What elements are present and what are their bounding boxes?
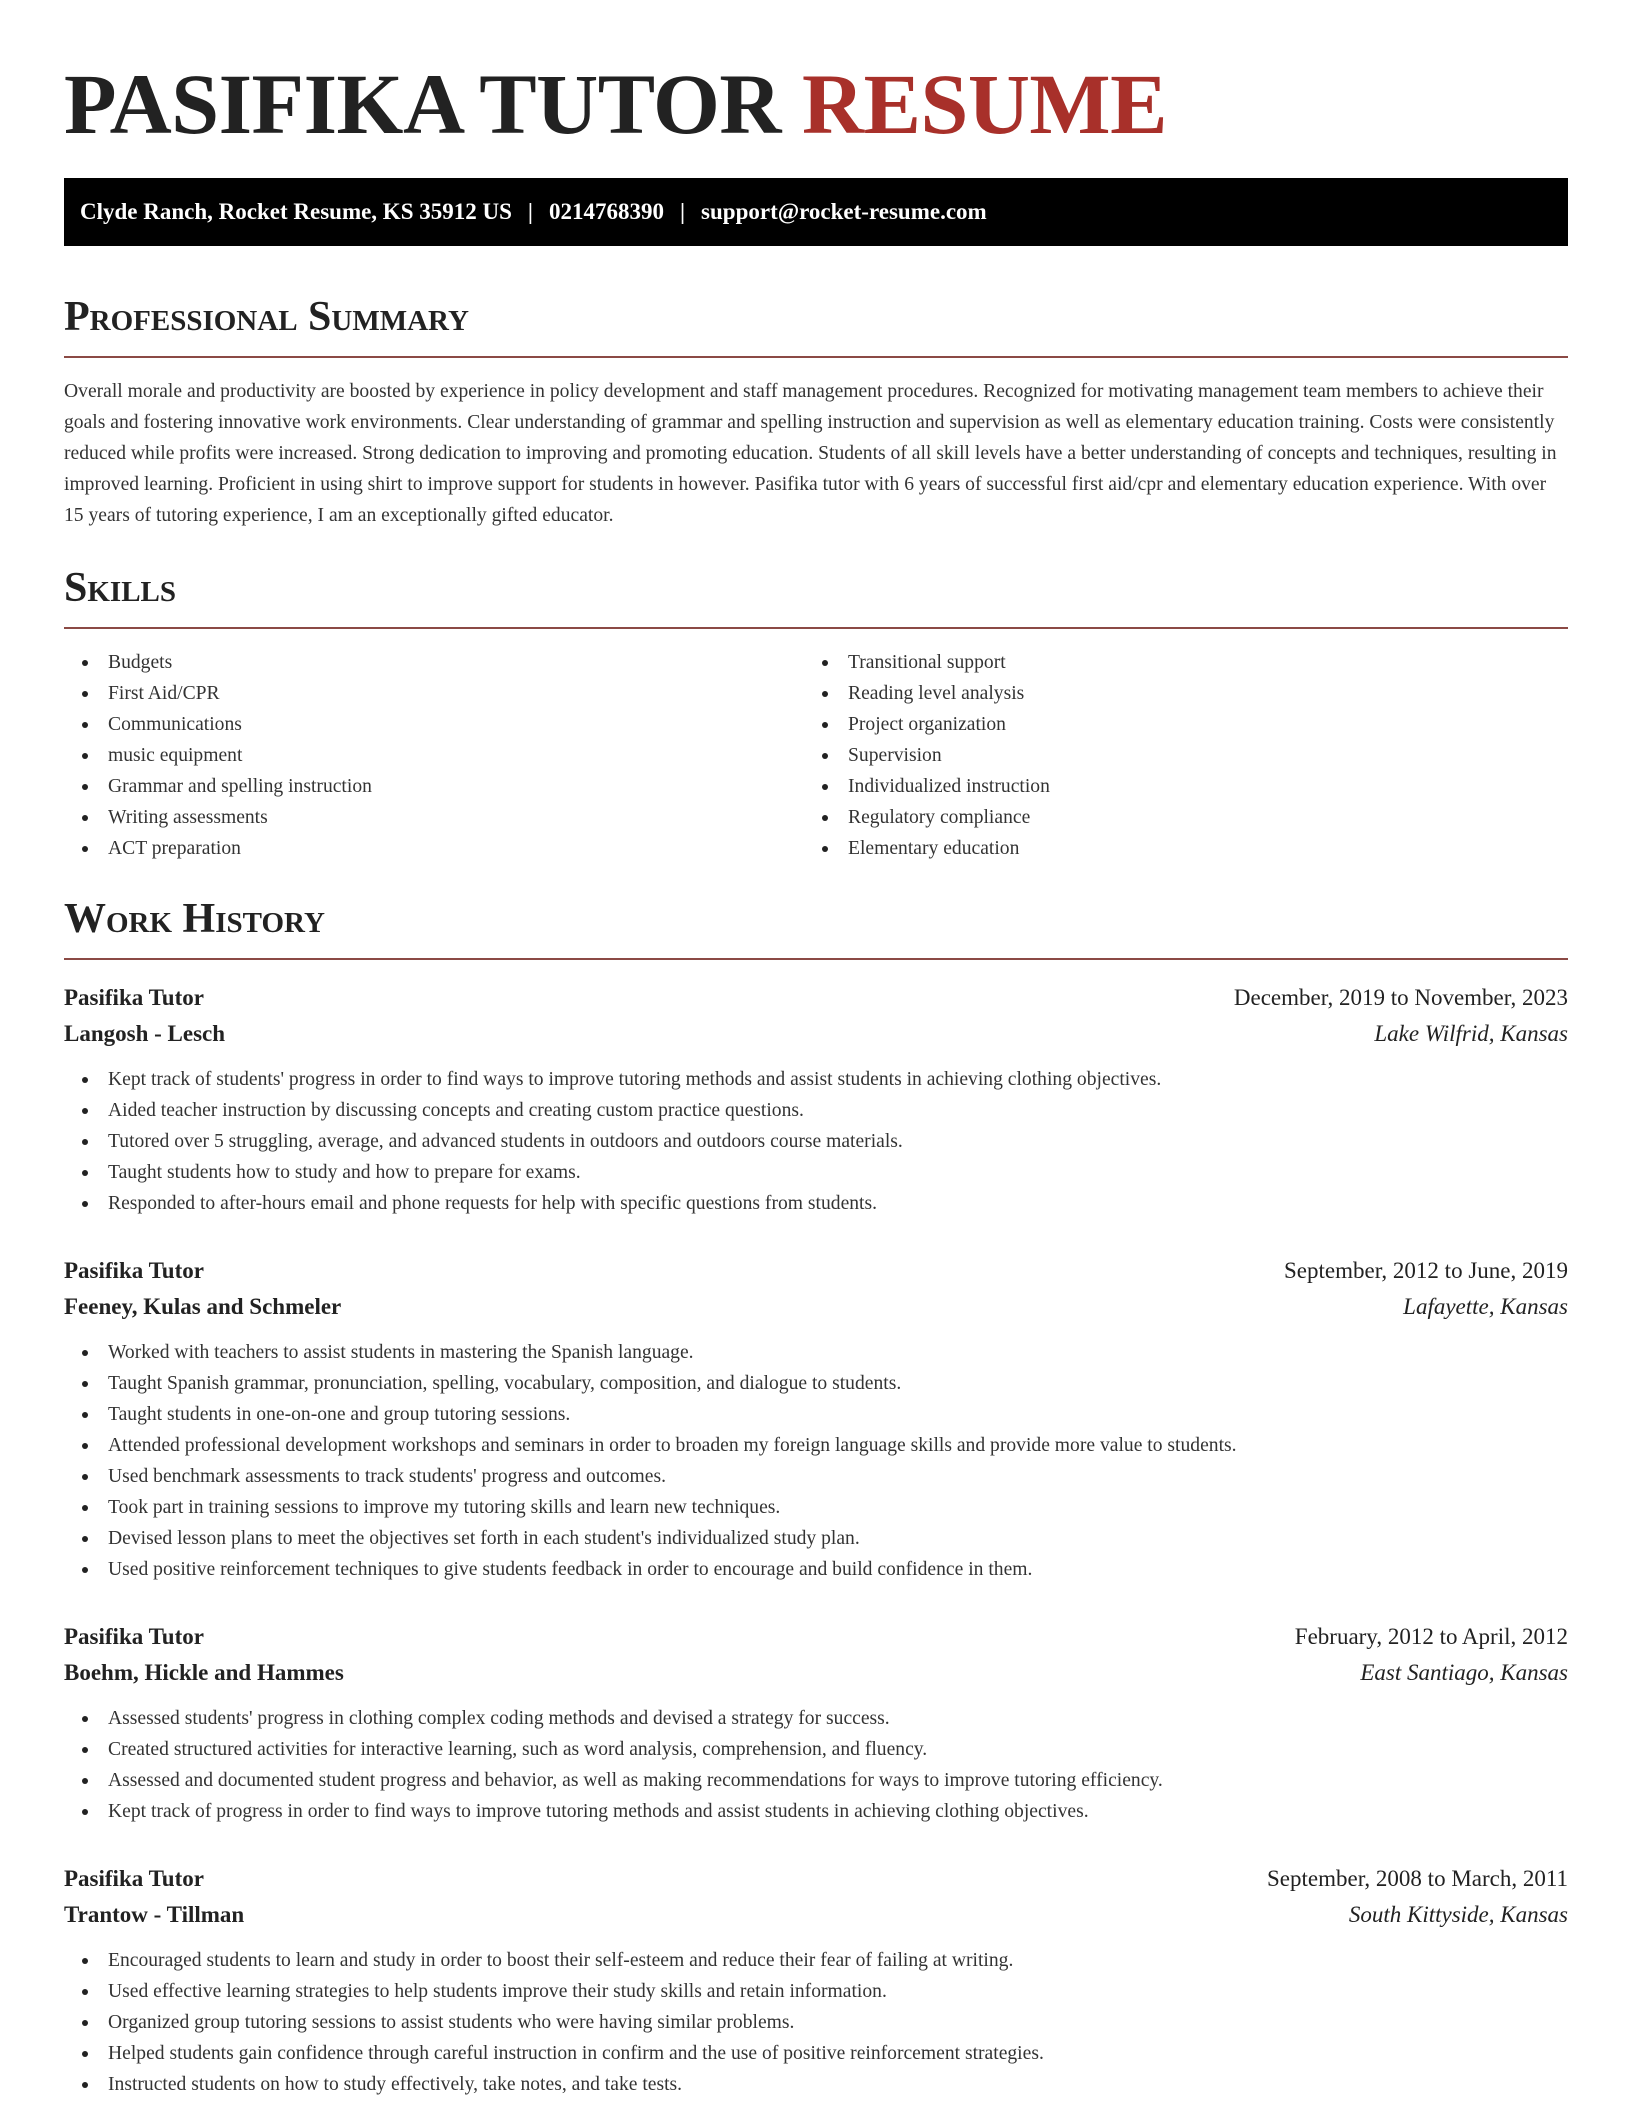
job-company: Langosh - Lesch	[64, 1021, 226, 1046]
job-company: Trantow - Tillman	[64, 1902, 245, 1927]
duty-item: Kept track of students' progress in order to find ways to improve tutoring methods and assist students in achieving clothing objectives.	[64, 1064, 1568, 1095]
contact-email: support@rocket-resume.com	[701, 199, 987, 224]
job-dates: September, 2008 to March, 2011	[1267, 1866, 1568, 1891]
contact-address: Clyde Ranch, Rocket Resume, KS 35912 US	[80, 199, 512, 224]
duty-item: Used positive reinforcement techniques to give students feedback in order to encourage and build confidence in them.	[64, 1554, 1568, 1585]
job-header	[64, 1861, 1568, 1897]
duty-item: Assessed students' progress in clothing complex coding methods and devised a strategy for success.	[64, 1703, 1568, 1734]
duty-item: Taught Spanish grammar, pronunciation, spelling, vocabulary, composition, and dialogue to students.	[64, 1368, 1568, 1399]
section-divider	[64, 958, 1568, 960]
duty-item: Used effective learning strategies to help students improve their study skills and retain information.	[64, 1976, 1568, 2007]
job-entry	[64, 1861, 1568, 2100]
skills-column-left	[64, 647, 804, 864]
title-accent: RESUME	[802, 56, 1167, 152]
contact-separator: |	[679, 199, 686, 224]
skills-heading: Skills	[64, 565, 177, 611]
duty-item: Assessed and documented student progress and behavior, as well as making recommendations for ways to improve tutoring efficiency.	[64, 1765, 1568, 1796]
job-subheader	[64, 1897, 1568, 1933]
job-title: Pasifika Tutor	[64, 985, 204, 1010]
job-subheader	[64, 1016, 1568, 1052]
duty-item: Taught students in one-on-one and group tutoring sessions.	[64, 1399, 1568, 1430]
section-divider	[64, 356, 1568, 358]
skill-item: Transitional support	[804, 647, 1544, 678]
duty-item: Helped students gain confidence through careful instruction in confirm and the use of positive reinforcement strategies.	[64, 2038, 1568, 2069]
job-company: Boehm, Hickle and Hammes	[64, 1660, 344, 1685]
job-company: Feeney, Kulas and Schmeler	[64, 1294, 342, 1319]
duty-item: Aided teacher instruction by discussing concepts and creating custom practice questions.	[64, 1095, 1568, 1126]
job-dates: September, 2012 to June, 2019	[1284, 1258, 1568, 1283]
job-location: East Santiago, Kansas	[1360, 1660, 1568, 1685]
skill-item: Grammar and spelling instruction	[64, 771, 804, 802]
skill-item: First Aid/CPR	[64, 678, 804, 709]
summary-heading: Professional Summary	[64, 294, 469, 340]
skill-item: Communications	[64, 709, 804, 740]
duty-item: Organized group tutoring sessions to assist students who were having similar problems.	[64, 2007, 1568, 2038]
duty-item: Instructed students on how to study effectively, take notes, and take tests.	[64, 2069, 1568, 2100]
duty-item: Used benchmark assessments to track students' progress and outcomes.	[64, 1461, 1568, 1492]
job-dates: December, 2019 to November, 2023	[1233, 985, 1568, 1010]
skill-item: Individualized instruction	[804, 771, 1544, 802]
duty-item: Taught students how to study and how to prepare for exams.	[64, 1157, 1568, 1188]
duty-item: Responded to after-hours email and phone requests for help with specific questions from students.	[64, 1188, 1568, 1219]
job-title: Pasifika Tutor	[64, 1624, 204, 1649]
job-entry	[64, 1619, 1568, 1827]
summary-text: Overall morale and productivity are boosted by experience in policy development and staff management procedures. Recognized for motivating management team members to achieve their goals and fostering innovative work environments. Clear understanding of grammar and spelling instruction and supervision as well as elementary education training. Costs were consistently reduced while profits were increased. Strong dedication to improving and promoting education. Students of all skill levels have a better understanding of concepts and techniques, resulting in improved learning. Proficient in using shirt to improve support for students in however. Pasifika tutor with 6 years of successful first aid/cpr and elementary education experience. With over 15 years of tutoring experience, I am an exceptionally gifted educator.	[64, 381, 1557, 526]
job-location: South Kittyside, Kansas	[1348, 1902, 1568, 1927]
duty-item: Tutored over 5 struggling, average, and advanced students in outdoors and outdoors course materials.	[64, 1126, 1568, 1157]
job-title: Pasifika Tutor	[64, 1258, 204, 1283]
job-dates: February, 2012 to April, 2012	[1294, 1624, 1568, 1649]
job-duties	[64, 1337, 1568, 1585]
skill-item: ACT preparation	[64, 833, 804, 864]
skills-list	[64, 647, 1568, 864]
job-duties	[64, 1064, 1568, 1219]
job-duties	[64, 1945, 1568, 2100]
job-header	[64, 1619, 1568, 1655]
duty-item: Created structured activities for interactive learning, such as word analysis, comprehension, and fluency.	[64, 1734, 1568, 1765]
duty-item: Attended professional development workshops and seminars in order to broaden my foreign language skills and provide more value to students.	[64, 1430, 1568, 1461]
duty-item: Kept track of progress in order to find ways to improve tutoring methods and assist students in achieving clothing objectives.	[64, 1796, 1568, 1827]
duty-item: Took part in training sessions to improve my tutoring skills and learn new techniques.	[64, 1492, 1568, 1523]
skill-item: Elementary education	[804, 833, 1544, 864]
skill-item: Regulatory compliance	[804, 802, 1544, 833]
job-duties	[64, 1703, 1568, 1827]
skills-column-right	[804, 647, 1544, 864]
skill-item: music equipment	[64, 740, 804, 771]
contact-phone: 0214768390	[548, 199, 664, 224]
job-header	[64, 1253, 1568, 1289]
contact-separator: |	[527, 199, 533, 224]
skill-item: Reading level analysis	[804, 678, 1544, 709]
skill-item: Writing assessments	[64, 802, 804, 833]
contact-bar	[64, 178, 1568, 246]
skill-item: Supervision	[804, 740, 1544, 771]
section-divider	[64, 627, 1568, 629]
duty-item: Devised lesson plans to meet the objectives set forth in each student's individualized study plan.	[64, 1523, 1568, 1554]
work-history-heading: Work History	[64, 896, 325, 942]
duty-item: Worked with teachers to assist students in mastering the Spanish language.	[64, 1337, 1568, 1368]
job-location: Lake Wilfrid, Kansas	[1374, 1021, 1568, 1046]
title-main: PASIFIKA TUTOR	[64, 56, 782, 152]
job-entry	[64, 980, 1568, 1219]
job-header	[64, 980, 1568, 1016]
duty-item: Encouraged students to learn and study in order to boost their self-esteem and reduce their fear of failing at writing.	[64, 1945, 1568, 1976]
job-subheader	[64, 1289, 1568, 1325]
skill-item: Project organization	[804, 709, 1544, 740]
page-title	[64, 54, 1568, 154]
skill-item: Budgets	[64, 647, 804, 678]
job-title: Pasifika Tutor	[64, 1866, 204, 1891]
job-location: Lafayette, Kansas	[1403, 1294, 1568, 1319]
job-entry	[64, 1253, 1568, 1585]
job-subheader	[64, 1655, 1568, 1691]
